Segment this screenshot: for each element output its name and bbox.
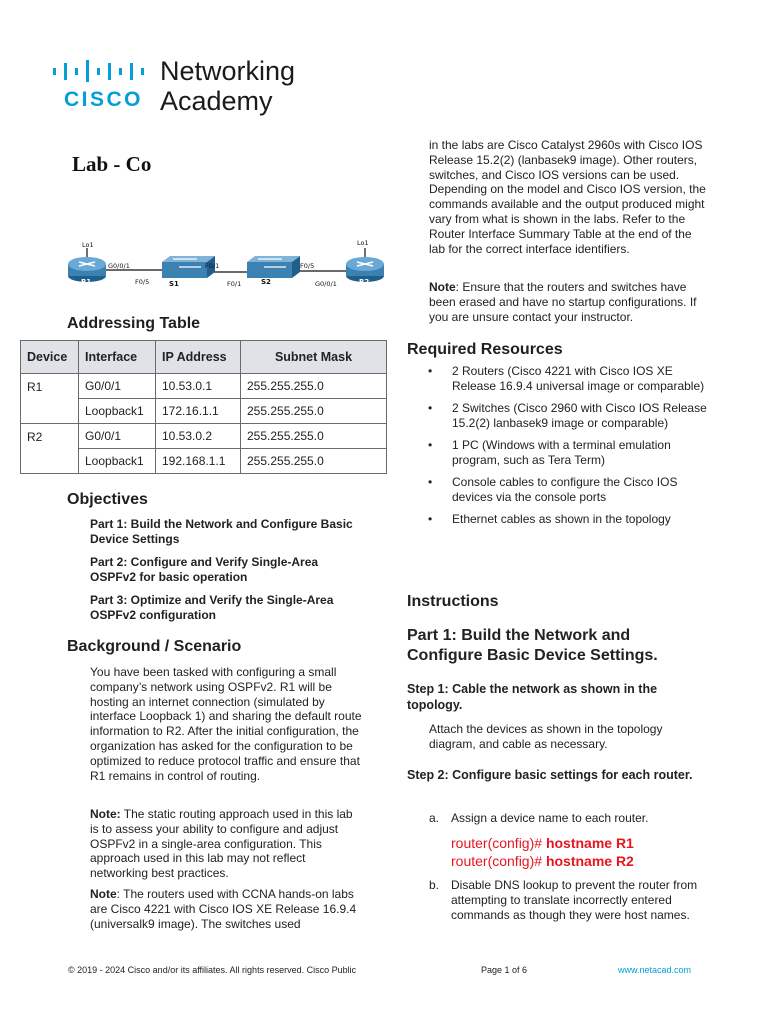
s2-label: S2 bbox=[261, 278, 271, 286]
part1-heading: Part 1: Build the Network and Configure Basic Device Settings. bbox=[407, 627, 658, 664]
list-item: • 2 Routers (Cisco 4221 with Cisco IOS XE Release 16.9.4 universal image or comparable) bbox=[428, 364, 708, 393]
note-static-routing bbox=[90, 807, 362, 881]
note-label: Note bbox=[90, 887, 117, 901]
cell-device: R2 bbox=[21, 424, 79, 474]
resources-list bbox=[428, 364, 708, 535]
switch-s2-icon bbox=[247, 256, 300, 278]
footer-page: Page 1 of 6 bbox=[481, 965, 528, 975]
g001-left-label: G0/0/1 bbox=[108, 262, 130, 270]
f01-b-label: F0/1 bbox=[227, 280, 242, 288]
col-ip: IP Address bbox=[156, 341, 241, 374]
note-routers-continued: in the labs are Cisco Catalyst 2960s with Cisco IOS Release 15.2(2) (lanbasek9 image). Other routers, switches, and Cisco IOS versions can be used. Depending on the model and Cisco IOS version, the commands available and the output produced might vary from what is shown in the labs. Refer to the Router Interface Summary Table at the end of the lab for the correct interface identifiers. bbox=[429, 138, 706, 256]
netacad-link[interactable]: www.netacad.com bbox=[618, 965, 692, 975]
cell-ip: 10.53.0.1 bbox=[156, 374, 241, 399]
background-paragraph: You have been tasked with configuring a small company’s network using OSPFv2. R1 will be hosting an internet connection (simulated by interface Loopback 1) and sharing the default route information to R2. After the initial configuration, the organization has asked for the configuration to be optimized to reduce protocol traffic and ensure that R1 remains in control of routing. bbox=[90, 665, 362, 783]
f01-a-label: F0/1 bbox=[205, 262, 220, 270]
resources-heading: Required Resources bbox=[407, 341, 563, 358]
cisco-bars-icon bbox=[53, 60, 147, 82]
cell-mask: 255.255.255.0 bbox=[241, 399, 387, 424]
step1-heading: Step 1: Cable the network as shown in the topology. bbox=[407, 682, 658, 712]
item-b-text: Disable DNS lookup to prevent the router from attempting to translate incorrectly entered commands as though they were host names. bbox=[451, 878, 698, 922]
objectives-heading: Objectives bbox=[67, 491, 148, 508]
step2-heading: Step 2: Configure basic settings for each router. bbox=[407, 768, 693, 782]
r1-label: R1 bbox=[81, 278, 92, 286]
addressing-heading: Addressing Table bbox=[67, 315, 201, 332]
item-a-letter: a. bbox=[429, 811, 440, 825]
lo1-right-label: Lo1 bbox=[357, 239, 369, 247]
cisco-logo-text: CISCO bbox=[64, 88, 144, 111]
addressing-table bbox=[20, 340, 387, 474]
table-row bbox=[21, 424, 387, 449]
note-erased bbox=[429, 280, 709, 324]
cell-ip: 10.53.0.2 bbox=[156, 424, 241, 449]
list-item: • Ethernet cables as shown in the topology bbox=[428, 512, 708, 527]
note-text: : The routers used with CCNA hands-on labs are Cisco 4221 with Cisco IOS XE Release 16.9.4 (universalk9 image). The switches used bbox=[90, 887, 357, 931]
table-row bbox=[21, 374, 387, 399]
footer-copyright: © 2019 - 2024 Cisco and/or its affiliates. All rights reserved. Cisco Public bbox=[68, 965, 357, 975]
list-item: • Console cables to configure the Cisco IOS devices via the console ports bbox=[428, 475, 708, 504]
step1-text: Attach the devices as shown in the topology diagram, and cable as necessary. bbox=[429, 722, 663, 751]
g001-right-label: G0/0/1 bbox=[315, 280, 337, 288]
note-label: Note: bbox=[90, 807, 121, 821]
note-label: Note bbox=[429, 280, 456, 294]
lo1-left-label: Lo1 bbox=[82, 241, 94, 249]
cell-interface: G0/0/1 bbox=[79, 424, 156, 449]
footer-url[interactable] bbox=[618, 965, 691, 975]
note-text: : Ensure that the routers and switches have been erased and have no startup configurations. If you are unsure contact your instructor. bbox=[429, 280, 697, 324]
r2-label: R2 bbox=[359, 278, 370, 286]
cell-mask: 255.255.255.0 bbox=[241, 424, 387, 449]
f05-right-label: F0/5 bbox=[300, 262, 315, 270]
note-routers bbox=[90, 887, 362, 931]
cell-device: R1 bbox=[21, 374, 79, 424]
command-hostname-r1: router(config)# hostname R1 bbox=[451, 835, 634, 851]
note-text: The static routing approach used in this lab is to assess your ability to configure and adjust OSPFv2 in a single-area configuration. This approach used in this lab may not reflect networking best practices. bbox=[90, 807, 353, 881]
logo-academy: Academy bbox=[160, 86, 273, 116]
cell-mask: 255.255.255.0 bbox=[241, 374, 387, 399]
topology-diagram bbox=[55, 238, 390, 296]
list-item: • 1 PC (Windows with a terminal emulation program, such as Tera Term) bbox=[428, 438, 708, 467]
list-item: • 2 Switches (Cisco 2960 with Cisco IOS Release 15.2(2) lanbasek9 image or comparable) bbox=[428, 401, 708, 430]
cell-ip: 192.168.1.1 bbox=[156, 449, 241, 474]
objective-part1: Part 1: Build the Network and Configure Basic Device Settings bbox=[90, 517, 353, 546]
background-heading: Background / Scenario bbox=[67, 638, 242, 655]
cell-interface: Loopback1 bbox=[79, 399, 156, 424]
s1-label: S1 bbox=[169, 280, 179, 288]
cell-interface: Loopback1 bbox=[79, 449, 156, 474]
item-a-text: Assign a device name to each router. bbox=[451, 811, 649, 825]
objective-part2: Part 2: Configure and Verify Single-Area OSPFv2 for basic operation bbox=[90, 555, 319, 584]
col-interface: Interface bbox=[79, 341, 156, 374]
f05-left-label: F0/5 bbox=[135, 278, 150, 286]
cell-interface: G0/0/1 bbox=[79, 374, 156, 399]
objective-part3: Part 3: Optimize and Verify the Single-Area OSPFv2 configuration bbox=[90, 593, 334, 622]
item-b-letter: b. bbox=[429, 878, 440, 892]
lab-title: Lab - Co bbox=[72, 152, 152, 176]
cell-ip: 172.16.1.1 bbox=[156, 399, 241, 424]
command-hostname-r2: router(config)# hostname R2 bbox=[451, 853, 634, 869]
logo-networking: Networking bbox=[160, 56, 296, 86]
col-mask: Subnet Mask bbox=[241, 341, 387, 374]
cell-mask: 255.255.255.0 bbox=[241, 449, 387, 474]
col-device: Device bbox=[21, 341, 79, 374]
instructions-heading: Instructions bbox=[407, 593, 499, 610]
